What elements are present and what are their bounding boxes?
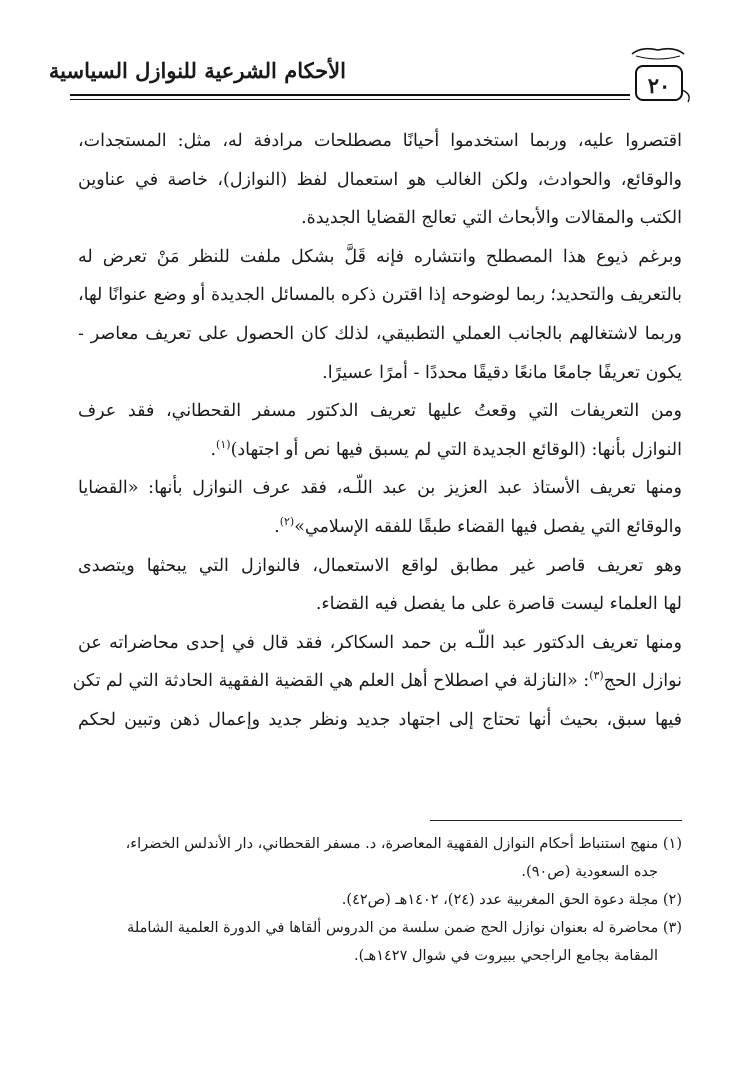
footnote-separator <box>430 820 682 821</box>
footnote-line: (٢) مجلة دعوة الحق المغربية عدد (٢٤)، ١٤٠٢هـ (ص٤٢). <box>341 892 682 908</box>
header-rule <box>70 94 630 100</box>
text-line: وبرغم ذيوع هذا المصطلح وانتشاره فإنه قَلَّ بشكل ملفت للنظر مَنْ تعرض له <box>78 246 682 267</box>
text-line <box>78 431 682 470</box>
text-line <box>78 508 682 547</box>
text-line: وهو تعريف قاصر غير مطابق لواقع الاستعمال، فالنوازل التي يبحثها ويتصدى <box>78 555 682 576</box>
paragraph <box>78 469 682 546</box>
footnotes <box>70 830 682 970</box>
paragraph <box>78 122 682 238</box>
text-line: ومنها تعريف الأستاذ عبد العزيز بن عبد اللّـه، فقد عرف النوازل بأنها: «القضايا <box>78 478 682 499</box>
text-line: لها العلماء ليست قاصرة على ما يفصل فيه القضاء. <box>315 594 682 615</box>
footnote <box>70 830 682 886</box>
text-segment: نوازل الحج <box>603 671 682 692</box>
text-segment: النوازل بأنها: (الوقائع الجديدة التي لم يسبق فيها نص أو اجتهاد) <box>230 439 682 460</box>
paragraph <box>72 624 682 740</box>
text-line: يكون تعريفًا جامعًا مانعًا دقيقًا محددًا - أمرًا عسيرًا. <box>322 362 682 383</box>
footnote-line: المقامة بجامع الراجحي ببيروت في شوال ١٤٢٧هـ). <box>354 948 658 964</box>
paragraph <box>78 547 682 624</box>
footnote-line: (١) منهج استنباط أحكام النوازل الفقهية المعاصرة، د. مسفر القحطاني، دار الأندلس الخضراء، <box>125 836 682 852</box>
text-segment: والوقائع التي يفصل فيها القضاء طبقًا للفقه الإسلامي» <box>294 516 682 537</box>
footnote-ref[interactable]: (١) <box>216 437 231 451</box>
paragraph <box>78 238 682 392</box>
footnote-ref[interactable]: (٢) <box>279 515 295 529</box>
text-segment: . <box>274 516 280 537</box>
footnote <box>70 914 682 970</box>
paragraph <box>78 392 682 469</box>
text-line: الكتب والمقالات والأبحاث التي تعالج القضايا الجديدة. <box>301 208 682 229</box>
text-line <box>72 662 682 701</box>
text-segment: : «النازلة في اصطلاح أهل العلم هي القضية الفقهية الحادثة التي لم تكن <box>72 671 590 692</box>
footnote-ref[interactable]: (٣) <box>589 669 604 683</box>
body-text <box>72 122 682 740</box>
text-line: فيها سبق، بحيث أنها تحتاج إلى اجتهاد جديد ونظر جديد وإعمال ذهن وتبين لحكم <box>78 709 682 730</box>
footnote <box>70 886 682 914</box>
running-header-title: الأحكام الشرعية للنوازل السياسية <box>48 58 346 83</box>
text-line: والوقائع، والحوادث، ولكن الغالب هو استعمال لفظ (النوازل)، خاصة في عناوين <box>78 169 682 190</box>
text-segment: . <box>210 439 217 460</box>
footnote-line: جده السعودية (ص٩٠). <box>521 864 658 880</box>
footnote-line: (٣) محاضرة له بعنوان نوازل الحج ضمن سلسة من الدروس ألقاها في الدورة العلمية الشاملة <box>127 920 682 936</box>
text-line: ومنها تعريف الدكتور عبد اللّـه بن حمد السكاكر، فقد قال في إحدى محاضراته عن <box>78 632 682 653</box>
page-number: ٢٠ <box>647 73 671 98</box>
text-line: وربما لاشتغالهم بالجانب العملي التطبيقي، لذلك كان الحصول على تعريف معاصر - <box>78 323 682 344</box>
text-line: بالتعريف والتحديد؛ ربما لوضوحه إذا اقترن ذكره بالمسائل الجديدة أو وضع عنوانًا لها، <box>78 285 682 306</box>
text-line: اقتصروا عليه، وربما استخدموا أحيانًا مصطلحات مرادفة له، مثل: المستجدات، <box>78 131 682 151</box>
text-line: ومن التعريفات التي وقعتُ عليها تعريف الدكتور مسفر القحطاني، فقد عرف <box>78 401 682 422</box>
